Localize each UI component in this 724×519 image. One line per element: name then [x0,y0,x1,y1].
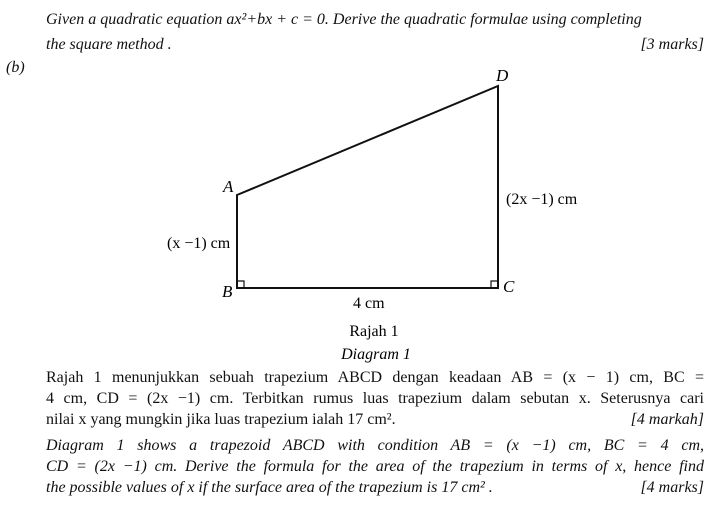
side-ab-label: (x −1) cm [167,235,231,252]
caption-english: Diagram 1 [341,346,411,363]
question-a-line-1: Given a quadratic equation ax²+bx + c = 0. Derive the quadratic formulae using completing [46,11,642,28]
vertex-a-label: A [223,177,234,196]
english-text-line-3: the possible values of x if the surface area of the trapezium is 17 cm² . [46,479,493,496]
malay-text-line-3: nilai x yang mungkin jika luas trapezium ialah 17 cm². [46,411,396,428]
question-b-label: (b) [6,59,25,76]
malay-text-line-1: Rajah 1 menunjukkan sebuah trapezium ABCD dengan keadaan AB = (x − 1) cm, BC = [46,369,704,386]
side-cd-label: (2x −1) cm [506,191,578,208]
english-text-line-1: Diagram 1 shows a trapezoid ABCD with condition AB = (x −1) cm, BC = 4 cm, [46,437,704,454]
right-angle-mark-c [491,281,498,288]
trapezium-shape [237,86,498,288]
english-text-line-2: CD = (2x −1) cm. Derive the formula for the area of the trapezium in terms of x, hence find [46,458,704,475]
vertex-b-label: B [222,282,233,301]
vertex-c-label: C [503,277,515,296]
vertex-d-label: D [496,66,509,85]
malay-text-line-2: 4 cm, CD = (2x −1) cm. Terbitkan rumus luas trapezium dalam sebutan x. Seterusnya cari [46,390,704,407]
english-marks: [4 marks] [640,479,704,496]
question-a-marks: [3 marks] [640,36,704,53]
right-angle-mark-b [237,281,244,288]
caption-malay: Rajah 1 [349,323,399,340]
malay-marks: [4 markah] [630,411,704,428]
question-a-line-2: the square method . [46,36,172,53]
side-bc-label: 4 cm [353,295,385,312]
